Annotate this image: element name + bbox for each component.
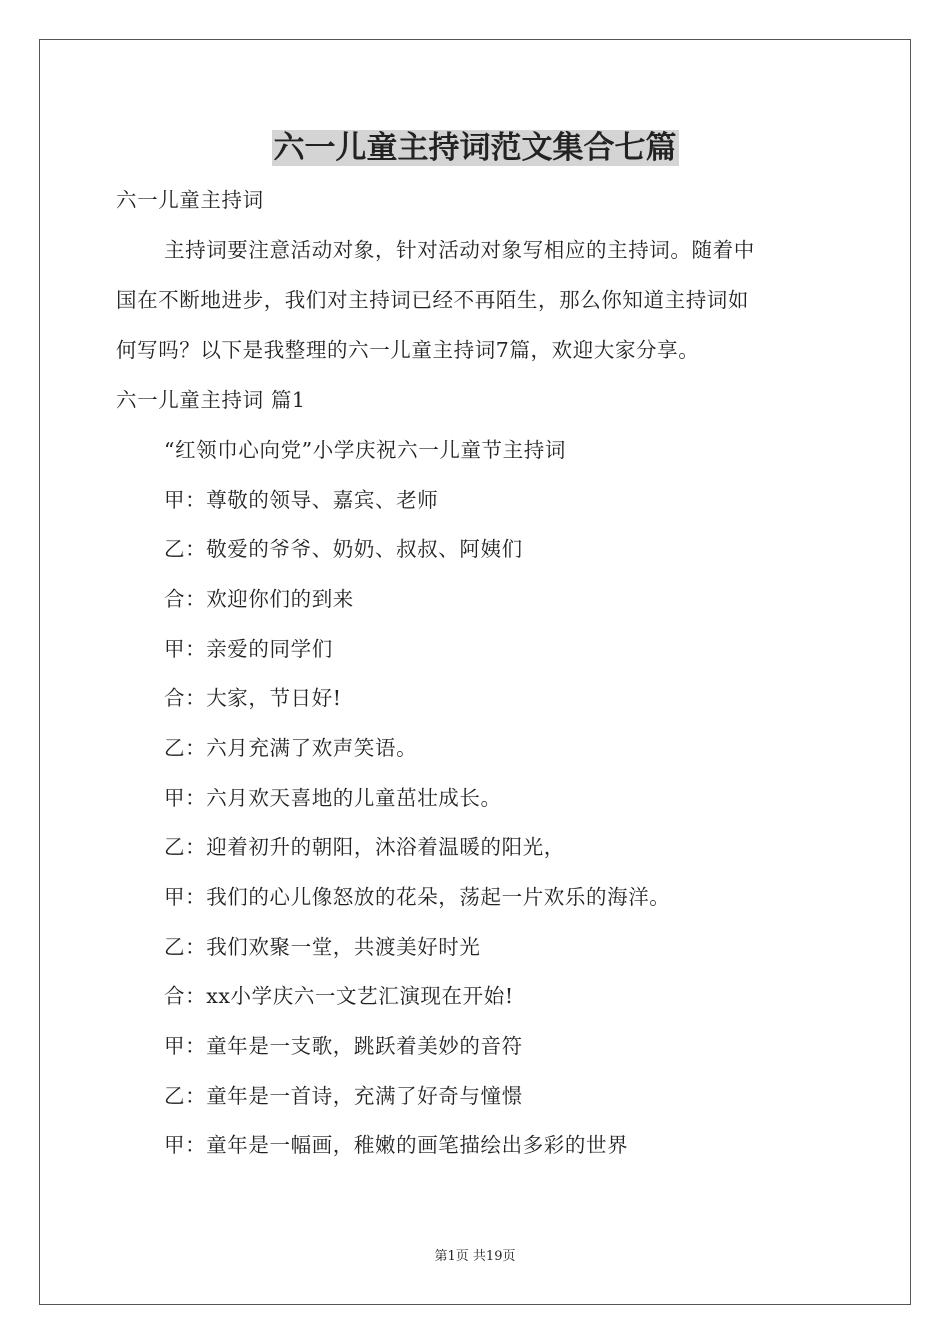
script-line: 乙：敬爱的爷爷、奶奶、叔叔、阿姨们 — [164, 537, 523, 561]
script-line: 甲：亲爱的同学们 — [164, 637, 333, 661]
script-line: 合：xx小学庆六一文艺汇演现在开始! — [164, 984, 514, 1008]
script-line: 乙：六月充满了欢声笑语。 — [164, 736, 418, 760]
intro-paragraph-line: 国在不断地进步，我们对主持词已经不再陌生，那么你知道主持词如 — [116, 288, 749, 312]
page-frame — [39, 39, 911, 1305]
intro-heading: 六一儿童主持词 — [116, 188, 264, 212]
script-line: 乙：迎着初升的朝阳，沐浴着温暖的阳光， — [164, 835, 565, 859]
script-line: 甲：尊敬的领导、嘉宾、老师 — [164, 488, 439, 512]
script-line: 乙：我们欢聚一堂，共渡美好时光 — [164, 935, 481, 959]
section-heading: 六一儿童主持词 篇1 — [116, 388, 306, 412]
script-line: 合：欢迎你们的到来 — [164, 587, 354, 611]
script-line: 乙：童年是一首诗，充满了好奇与憧憬 — [164, 1084, 523, 1108]
script-line: 甲：童年是一支歌，跳跃着美妙的音符 — [164, 1034, 523, 1058]
script-line: 合：大家，节日好! — [164, 686, 342, 710]
page-number-footer: 第1页 共19页 — [434, 1249, 516, 1264]
script-line: 甲：童年是一幅画，稚嫩的画笔描绘出多彩的世界 — [164, 1133, 629, 1157]
script-line: 甲：六月欢天喜地的儿童茁壮成长。 — [164, 786, 502, 810]
script-line: 甲：我们的心儿像怒放的花朵，荡起一片欢乐的海洋。 — [164, 885, 671, 909]
intro-paragraph-line: 主持词要注意活动对象，针对活动对象写相应的主持词。随着中 — [164, 238, 755, 262]
intro-paragraph-line: 何写吗？以下是我整理的六一儿童主持词7篇，欢迎大家分享。 — [116, 338, 700, 362]
document-title-text: 六一儿童主持词范文集合七篇 — [273, 130, 677, 166]
document-title — [0, 126, 950, 170]
script-title: “红领巾心向党”小学庆祝六一儿童节主持词 — [164, 438, 566, 462]
